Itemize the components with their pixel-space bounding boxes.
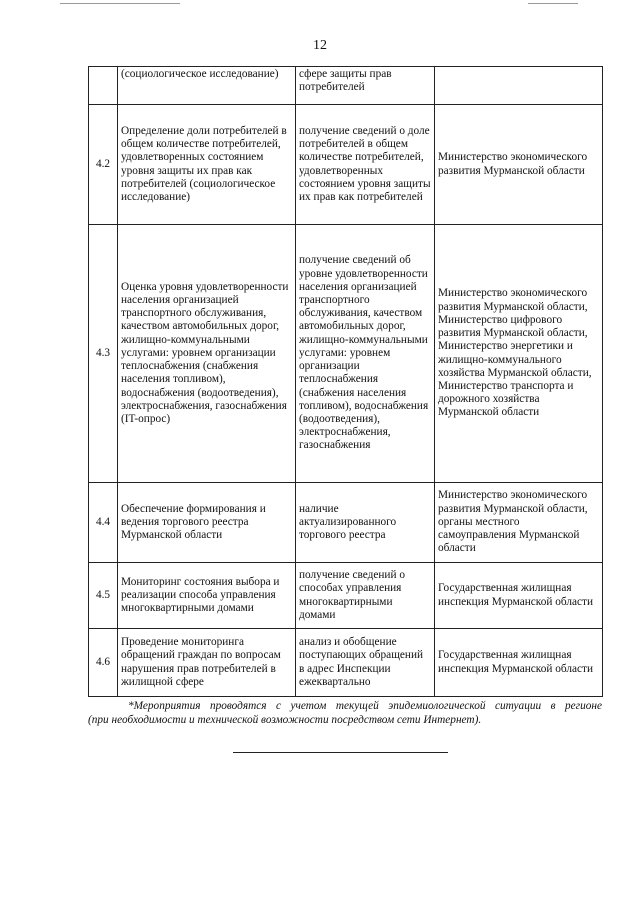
activity-cell: Оценка уровня удовлетворенности населения организацией транспортного обслуживания, качеством автомобильных дорог, жилищно-коммунальными услугами: уровнем организации теплоснабжения (снабжения населения топливом), водоснабжения (водоотведения), электроснабжения, газоснабжения (IT-опрос) <box>118 225 296 483</box>
row-number-cell: 4.5 <box>89 563 118 629</box>
responsible-cell: Государственная жилищная инспекция Мурманской области <box>435 563 603 629</box>
measures-table <box>88 66 603 697</box>
responsible-cell <box>435 67 603 105</box>
activity-cell: (социологическое исследование) <box>118 67 296 105</box>
table-row <box>89 225 603 483</box>
activity-cell: Определение доли потребителей в общем количестве потребителей, удовлетворенных состоянием уровня защиты их прав как потребителей (социологическое исследование) <box>118 105 296 225</box>
activity-cell: Мониторинг состояния выбора и реализации способа управления многоквартирными домами <box>118 563 296 629</box>
table-row <box>89 563 603 629</box>
table-row <box>89 483 603 563</box>
row-number-cell: 4.2 <box>89 105 118 225</box>
result-cell: получение сведений об уровне удовлетворенности населения организацией транспортного обслуживания, качеством автомобильных дорог, жилищно-коммунальными услугами: уровнем организации теплоснабжения (снабжения населения топливом), водоснабжения (водоотведения), электроснабжения, газоснабжения <box>296 225 435 483</box>
responsible-cell: Министерство экономического развития Мурманской области, Министерство цифрового развития Мурманской области, Министерство энергетики и жилищно-коммунального хозяйства Мурманской области, Министерство транспорта и дорожного хозяйства Мурманской области <box>435 225 603 483</box>
table-row <box>89 629 603 697</box>
top-edge-rule-left <box>60 3 180 4</box>
result-cell: получение сведений о способах управления многоквартирными домами <box>296 563 435 629</box>
row-number-cell: 4.6 <box>89 629 118 697</box>
row-number-cell: 4.4 <box>89 483 118 563</box>
result-cell: сфере защиты прав потребителей <box>296 67 435 105</box>
responsible-cell: Министерство экономического развития Мурманской области, органы местного самоуправления Мурманской области <box>435 483 603 563</box>
footnote-line-1: *Мероприятия проводятся с учетом текущей эпидемиологической ситуации в регионе <box>128 700 602 712</box>
result-cell: наличие актуализированного торгового реестра <box>296 483 435 563</box>
top-edge-rule-right <box>528 3 578 4</box>
responsible-cell: Государственная жилищная инспекция Мурманской области <box>435 629 603 697</box>
responsible-cell: Министерство экономического развития Мурманской области <box>435 105 603 225</box>
footnote-line-2: (при необходимости и технической возможности посредством сети Интернет). <box>88 714 482 726</box>
table-row <box>89 67 603 105</box>
activity-cell: Обеспечение формирования и ведения торгового реестра Мурманской области <box>118 483 296 563</box>
row-number-cell: 4.3 <box>89 225 118 483</box>
page-number: 12 <box>313 38 327 53</box>
table-row <box>89 105 603 225</box>
row-number-cell <box>89 67 118 105</box>
footnote <box>88 699 602 727</box>
result-cell: анализ и обобщение поступающих обращений в адрес Инспекции ежеквартально <box>296 629 435 697</box>
activity-cell: Проведение мониторинга обращений граждан по вопросам нарушения прав потребителей в жилищной сфере <box>118 629 296 697</box>
closing-rule <box>233 752 448 753</box>
result-cell: получение сведений о доле потребителей в общем количестве потребителей, удовлетворенных состоянием уровня защиты их прав как потребителей <box>296 105 435 225</box>
